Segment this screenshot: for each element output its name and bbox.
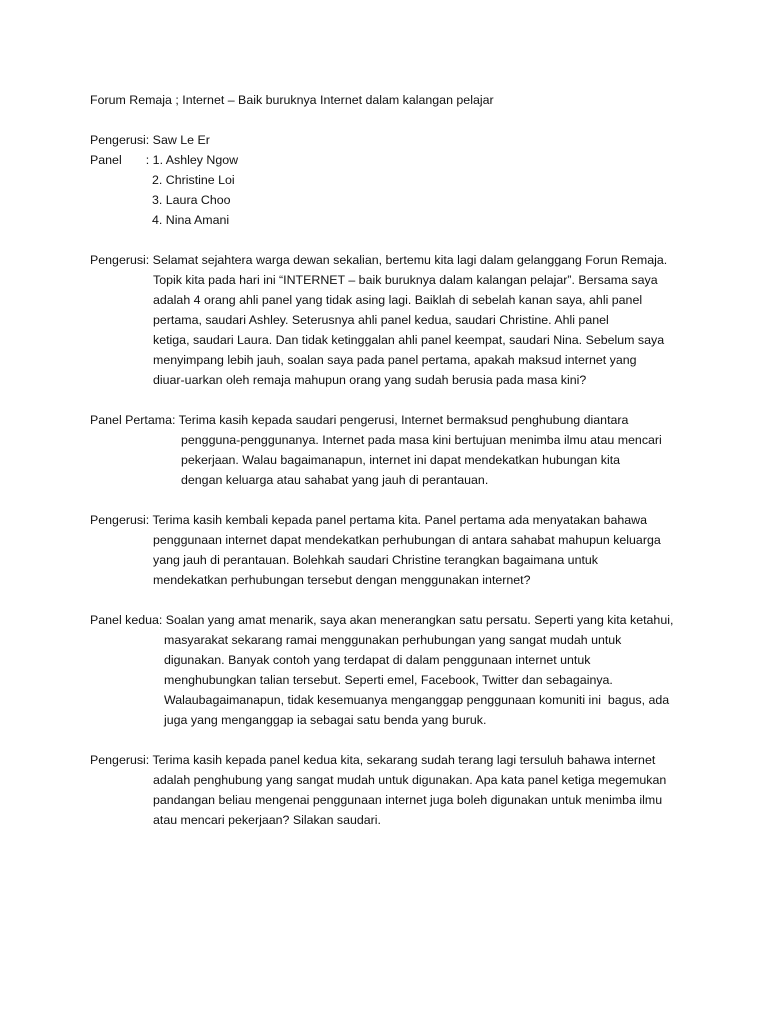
paragraph-line: Pengerusi: Terima kasih kepada panel kedua kita, sekarang sudah terang lagi tersuluh bahawa internet (90, 753, 656, 767)
paragraph-line: adalah penghubung yang sangat mudah untuk digunakan. Apa kata panel ketiga megemukan (153, 773, 667, 787)
paragraph-line: adalah 4 orang ahli panel yang tidak asing lagi. Baiklah di sebelah kanan saya, ahli panel (153, 293, 643, 307)
panel-line: Panel : 1. Ashley Ngow (90, 153, 239, 167)
panel-member: 3. Laura Choo (152, 193, 231, 207)
document-title: Forum Remaja ; Internet – Baik buruknya Internet dalam kalangan pelajar (90, 93, 494, 107)
paragraph-line: Panel kedua: Soalan yang amat menarik, saya akan menerangkan satu persatu. Seperti yang kita ketahui, (90, 613, 674, 627)
paragraph-line: dengan keluarga atau sahabat yang jauh di perantauan. (181, 473, 489, 487)
paragraph-line: diuar-uarkan oleh remaja mahupun orang yang sudah berusia pada masa kini? (153, 373, 587, 387)
paragraph-line: pengguna-penggunanya. Internet pada masa kini bertujuan menimba ilmu atau mencari (181, 433, 662, 447)
paragraph-line: Panel Pertama: Terima kasih kepada saudari pengerusi, Internet bermaksud penghubung diantara (90, 413, 629, 427)
paragraph-line: ketiga, saudari Laura. Dan tidak ketinggalan ahli panel keempat, saudari Nina. Sebelum saya (153, 333, 665, 347)
paragraph-line: juga yang menganggap ia sebagai satu benda yang buruk. (164, 713, 487, 727)
paragraph-line: pekerjaan. Walau bagaimanapun, internet ini dapat mendekatkan hubungan kita (181, 453, 621, 467)
paragraph-line: masyarakat sekarang ramai menggunakan perhubungan yang sangat mudah untuk (164, 633, 622, 647)
paragraph-line: Walaubagaimanapun, tidak kesemuanya menganggap penggunaan komuniti ini bagus, ada (164, 693, 670, 707)
paragraph-line: pertama, saudari Ashley. Seterusnya ahli panel kedua, saudari Christine. Ahli panel (153, 313, 609, 327)
paragraph-line: menghubungkan talian tersebut. Seperti emel, Facebook, Twitter dan sebagainya. (164, 673, 613, 687)
paragraph-line: mendekatkan perhubungan tersebut dengan menggunakan internet? (153, 573, 531, 587)
paragraph-line: atau mencari pekerjaan? Silakan saudari. (153, 813, 381, 827)
paragraph-line: penggunaan internet dapat mendekatkan perhubungan di antara sahabat mahupun keluarga (153, 533, 661, 547)
panel-member: 4. Nina Amani (152, 213, 230, 227)
paragraph-line: pandangan beliau mengenai penggunaan internet juga boleh digunakan untuk menimba ilmu (153, 793, 663, 807)
panel-member: 2. Christine Loi (152, 173, 235, 187)
paragraph-line: digunakan. Banyak contoh yang terdapat di dalam penggunaan internet untuk (164, 653, 591, 667)
paragraph-line: Pengerusi: Selamat sejahtera warga dewan sekalian, bertemu kita lagi dalam gelanggang Forun Remaja. (90, 253, 668, 267)
paragraph-line: yang jauh di perantauan. Bolehkah saudari Christine terangkan bagaimana untuk (153, 553, 598, 567)
paragraph-line: Pengerusi: Terima kasih kembali kepada panel pertama kita. Panel pertama ada menyatakan bahawa (90, 513, 647, 527)
paragraph-line: menyimpang lebih jauh, soalan saya pada panel pertama, apakah maksud internet yang (153, 353, 637, 367)
chair-line: Pengerusi: Saw Le Er (90, 133, 210, 147)
paragraph-line: Topik kita pada hari ini “INTERNET – baik buruknya dalam kalangan pelajar”. Bersama saya (153, 273, 658, 287)
